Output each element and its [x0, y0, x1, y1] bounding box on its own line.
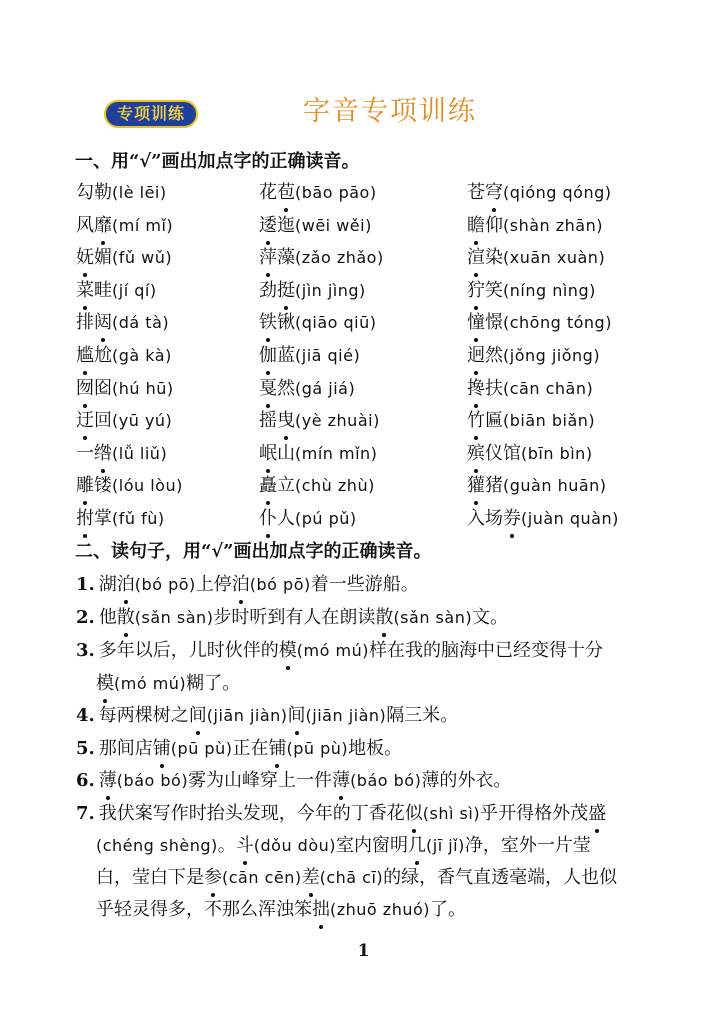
word-row [0, 212, 727, 244]
word-item [76, 472, 183, 500]
word-text: 仪馆 [485, 442, 521, 464]
sentence-text: 糊了。 [186, 673, 241, 694]
pinyin-options: (chéng shèng) [96, 836, 218, 855]
item-number: 5. [76, 738, 95, 759]
word-text: 猪 [485, 475, 503, 497]
word-item [76, 212, 173, 240]
section2-heading: 二、读句子，用“√”画出加点字的正确读音。 [75, 541, 432, 562]
sentence-text: 文。 [472, 607, 509, 628]
pinyin-options: (báo bó) [350, 771, 422, 790]
sentence-line [96, 832, 591, 860]
pinyin-options: (guàn huān) [503, 476, 607, 496]
word-item [467, 244, 605, 272]
word-item [259, 505, 357, 533]
word-text: 掌 [94, 508, 112, 529]
word-text: 憬 [485, 312, 503, 334]
sentence-text: 正在 [232, 738, 269, 759]
pinyin-options: (jǒng jiǒng) [503, 346, 601, 365]
dotted-char: 模 [96, 670, 114, 698]
dotted-char: 逶 [259, 212, 277, 240]
word-item [259, 440, 377, 468]
sentence-text: 每两棵树之 [98, 705, 189, 726]
word-item [259, 212, 372, 240]
word-text: 摇 [259, 410, 277, 432]
sentence-text: 那间店 [98, 738, 153, 759]
word-item [76, 407, 172, 435]
pinyin-options: (fǔ fù) [112, 509, 165, 528]
pinyin-options: (jí qí) [112, 280, 157, 300]
sentence-text: 乎轻灵得多，不那么浑浊笨 [96, 899, 312, 920]
sentence-line [76, 604, 508, 632]
pinyin-options: (pú pǔ) [295, 509, 357, 528]
dotted-char: 仆 [259, 505, 277, 533]
pinyin-options: (zhuō zhuó) [330, 900, 431, 919]
pinyin-options: (pū pù) [286, 739, 349, 758]
word-item [76, 505, 165, 533]
pinyin-options: (sǎn sàn) [393, 608, 473, 627]
sentence-text: 的绿，香气直透毫端，人也似 [383, 867, 618, 888]
pinyin-options: (dá tà) [112, 313, 170, 333]
dotted-char: 似 [405, 800, 423, 828]
word-row [0, 375, 727, 407]
dotted-char: 间 [189, 702, 207, 730]
sentence-line [76, 571, 419, 599]
sentence-line [76, 767, 511, 795]
pinyin-options: (juàn quàn) [521, 509, 619, 528]
word-row [0, 244, 727, 276]
item-number: 2. [76, 607, 95, 628]
item-number: 4. [76, 705, 95, 726]
pinyin-options: (fǔ wǔ) [112, 248, 173, 268]
dotted-char: 岷 [259, 440, 277, 468]
pinyin-options: (níng nìng) [503, 280, 596, 300]
pinyin-options: (yè zhuài) [295, 411, 380, 431]
dotted-char: 薄 [332, 767, 350, 795]
pinyin-options: (bīn bìn) [521, 443, 593, 463]
word-item [76, 309, 169, 337]
pinyin-options: (jiān jiàn) [206, 706, 288, 725]
word-text: 迤 [277, 214, 295, 236]
dotted-char: 穹 [485, 179, 503, 207]
word-text: 然 [277, 377, 295, 399]
word-text: 入场 [467, 508, 503, 529]
sentence-text: 。 [217, 835, 236, 856]
dotted-char: 泊 [117, 571, 135, 599]
sentence-line [76, 800, 606, 828]
word-item [467, 375, 593, 403]
dotted-char: 绺 [94, 440, 112, 468]
word-item [259, 277, 366, 305]
pinyin-options: (bó pō) [249, 575, 311, 594]
word-item [467, 179, 612, 207]
pinyin-options: (lóu lòu) [112, 476, 183, 496]
pinyin-options: (cān chān) [503, 378, 594, 398]
dotted-char: 殡 [467, 440, 485, 468]
sentence-text: 我伏案写作时抬头发现，今年的丁香花 [98, 803, 405, 824]
word-text: 笑 [485, 279, 503, 301]
pinyin-options: (mí mǐ) [112, 215, 174, 235]
pinyin-options: (mín mǐn) [295, 443, 378, 463]
dotted-char: 萍 [259, 244, 277, 272]
pinyin-options: (jiān jiàn) [305, 706, 387, 725]
section1-heading: 一、用“√”画出加点字的正确读音。 [75, 151, 360, 172]
word-row [0, 277, 727, 309]
word-item [76, 277, 157, 305]
word-text: 尬 [94, 345, 112, 366]
pinyin-options: (zǎo zhǎo) [295, 248, 384, 268]
dotted-char: 拙 [312, 896, 330, 924]
pinyin-options: (yū yú) [112, 411, 173, 431]
sentence-text: 雾为山峰穿上一件 [188, 770, 333, 791]
item-number: 3. [76, 640, 95, 661]
dotted-char: 戛 [259, 375, 277, 403]
dotted-char: 渲 [467, 244, 485, 272]
word-item [467, 342, 600, 370]
sentence-line [76, 735, 402, 763]
word-item [467, 505, 619, 533]
word-text: 染 [485, 247, 503, 269]
word-text: 花 [259, 182, 277, 203]
word-text: 勾勒 [76, 182, 112, 203]
word-item [76, 375, 174, 403]
dotted-char: 菜 [76, 277, 94, 305]
word-item [259, 179, 377, 207]
section-badge: 专项训练 [104, 100, 198, 128]
pinyin-options: (xuān xuàn) [503, 248, 606, 268]
pinyin-options: (mó mú) [114, 674, 187, 693]
item-number: 6. [76, 770, 95, 791]
word-text: 锹 [277, 312, 295, 334]
dotted-char: 伽 [259, 342, 277, 370]
dotted-char: 参 [204, 864, 222, 892]
pinyin-options: (chōng tóng) [503, 313, 612, 333]
word-item [76, 244, 172, 272]
dotted-char: 间 [288, 702, 306, 730]
sentence-text: 了。 [430, 899, 467, 920]
pinyin-options: (chù zhù) [295, 476, 375, 496]
dotted-char: 苞 [277, 179, 295, 207]
pinyin-options: (báo bó) [116, 771, 189, 790]
dotted-char: 妩 [76, 244, 94, 272]
word-item [259, 244, 384, 272]
sentence-text: 隔三米。 [386, 705, 459, 726]
sentence-text: 白，莹白下是 [96, 867, 204, 888]
dotted-char: 竹 [467, 407, 485, 435]
word-item [467, 440, 593, 468]
dotted-char: 几 [408, 832, 426, 860]
word-row [0, 407, 727, 439]
word-text: 人 [277, 508, 295, 529]
page-number: 1 [357, 941, 370, 961]
sentence-text: 步时听到有人在朗读 [213, 607, 376, 628]
sentence-line [96, 896, 466, 924]
pinyin-options: (shì sì) [422, 804, 481, 823]
pinyin-options: (biān biǎn) [503, 411, 596, 431]
dotted-char: 铁 [259, 309, 277, 337]
sentence-text: 薄的外衣。 [421, 770, 512, 791]
pinyin-options: (jìn jìng) [295, 280, 366, 300]
dotted-char: 券 [503, 505, 521, 533]
sentence-text: 样在我的脑海中已经变得十分 [368, 640, 603, 661]
pinyin-options: (mó mú) [296, 641, 369, 660]
word-item [76, 342, 172, 370]
word-text: 苍 [467, 182, 485, 203]
dotted-char: 囫 [76, 375, 94, 403]
word-item [259, 375, 355, 403]
word-text: 藻 [277, 247, 295, 269]
pinyin-options: (pū pù) [170, 739, 233, 758]
word-text: 囵 [94, 377, 112, 399]
sentence-text: 上停 [195, 574, 232, 595]
word-item [259, 342, 360, 370]
dotted-char: 薄 [99, 767, 117, 795]
dotted-char: 靡 [94, 212, 112, 240]
pinyin-options: (gá jiá) [295, 378, 356, 398]
item-number: 7. [76, 803, 95, 824]
word-text: 回 [94, 410, 112, 432]
sentence-line [76, 637, 603, 665]
dotted-char: 模 [279, 637, 297, 665]
dotted-char: 雕 [76, 472, 94, 500]
pinyin-options: (chā cī) [319, 868, 384, 887]
sentence-line [96, 670, 240, 698]
word-item [259, 472, 375, 500]
dotted-char: 矗 [259, 472, 277, 500]
word-row [0, 179, 727, 211]
dotted-char: 闼 [94, 309, 112, 337]
pinyin-options: (lǚ liǔ) [112, 443, 168, 463]
word-item [76, 440, 167, 468]
pinyin-options: (wēi wěi) [295, 215, 372, 235]
dotted-char: 曳 [277, 407, 295, 435]
word-text: 立 [277, 475, 295, 497]
word-text: 劲 [259, 279, 277, 301]
sentence-text: 湖 [98, 574, 117, 595]
word-item [259, 309, 377, 337]
word-item [467, 472, 607, 500]
dotted-char: 散 [117, 604, 135, 632]
dotted-char: 斗 [236, 832, 254, 860]
pinyin-options: (dǒu dòu) [253, 836, 337, 855]
word-text: 仰 [485, 214, 503, 236]
word-item [467, 212, 603, 240]
page-title: 字音专项训练 [303, 96, 477, 127]
word-text: 风 [76, 214, 94, 236]
sentence-text: 多年以后，儿时伙伴的 [98, 640, 279, 661]
word-row [0, 505, 727, 537]
dotted-char: 瞻 [467, 212, 485, 240]
pinyin-options: (sǎn sàn) [134, 608, 214, 627]
word-text: 匾 [485, 410, 503, 432]
sentence-text: 地板。 [348, 738, 403, 759]
pinyin-options: (jī jǐ) [426, 836, 465, 855]
sentence-line [76, 702, 458, 730]
word-text: 媚 [94, 247, 112, 269]
dotted-char: 散 [375, 604, 393, 632]
pinyin-options: (qióng qóng) [503, 183, 612, 202]
dotted-char: 铺 [153, 735, 171, 763]
pinyin-options: (bāo pāo) [295, 183, 377, 202]
dotted-char: 铺 [268, 735, 286, 763]
word-text: 扶 [485, 377, 503, 399]
pinyin-options: (bó pō) [134, 575, 196, 594]
word-row [0, 440, 727, 472]
dotted-char: 獾 [467, 472, 485, 500]
pinyin-options: (shàn zhān) [503, 215, 603, 235]
dotted-char: 尴 [76, 342, 94, 370]
dotted-char: 狞 [467, 277, 485, 305]
sentence-text: 室内窗明 [336, 835, 409, 856]
pinyin-options: (jiā qié) [295, 346, 361, 365]
word-row [0, 472, 727, 504]
word-item [467, 277, 596, 305]
word-text: 然 [485, 345, 503, 366]
dotted-char: 迂 [76, 407, 94, 435]
dotted-char: 迥 [467, 342, 485, 370]
sentence-text: 着一些游船。 [310, 574, 419, 595]
sentence-text: 乎开得格外茂 [480, 803, 589, 824]
word-text: 镂 [94, 475, 112, 497]
pinyin-options: (qiāo qiū) [295, 313, 377, 333]
sentence-text: 净，室外一片莹 [464, 835, 591, 856]
word-text: 山 [277, 442, 295, 464]
word-row [0, 309, 727, 341]
word-text: 蓝 [277, 345, 295, 366]
dotted-char: 憧 [467, 309, 485, 337]
sentence-line [96, 864, 617, 892]
pinyin-options: (lè lēi) [112, 183, 167, 202]
dotted-char: 差 [302, 864, 320, 892]
item-number: 1. [76, 574, 95, 595]
word-row [0, 342, 727, 374]
pinyin-options: (gà kà) [112, 346, 172, 365]
pinyin-options: (cān cēn) [222, 868, 302, 887]
word-item [259, 407, 380, 435]
word-item [76, 179, 167, 207]
sentence-text: 他 [98, 607, 117, 628]
dotted-char: 挺 [277, 277, 295, 305]
word-text: 畦 [94, 279, 112, 301]
pinyin-options: (hú hū) [112, 378, 174, 398]
dotted-char: 盛 [588, 800, 606, 828]
dotted-char: 搀 [467, 375, 485, 403]
word-text: 排 [76, 312, 94, 334]
word-item [467, 407, 595, 435]
dotted-char: 拊 [76, 505, 94, 533]
word-item [467, 309, 612, 337]
dotted-char: 泊 [232, 571, 250, 599]
word-text: 一 [76, 442, 94, 464]
